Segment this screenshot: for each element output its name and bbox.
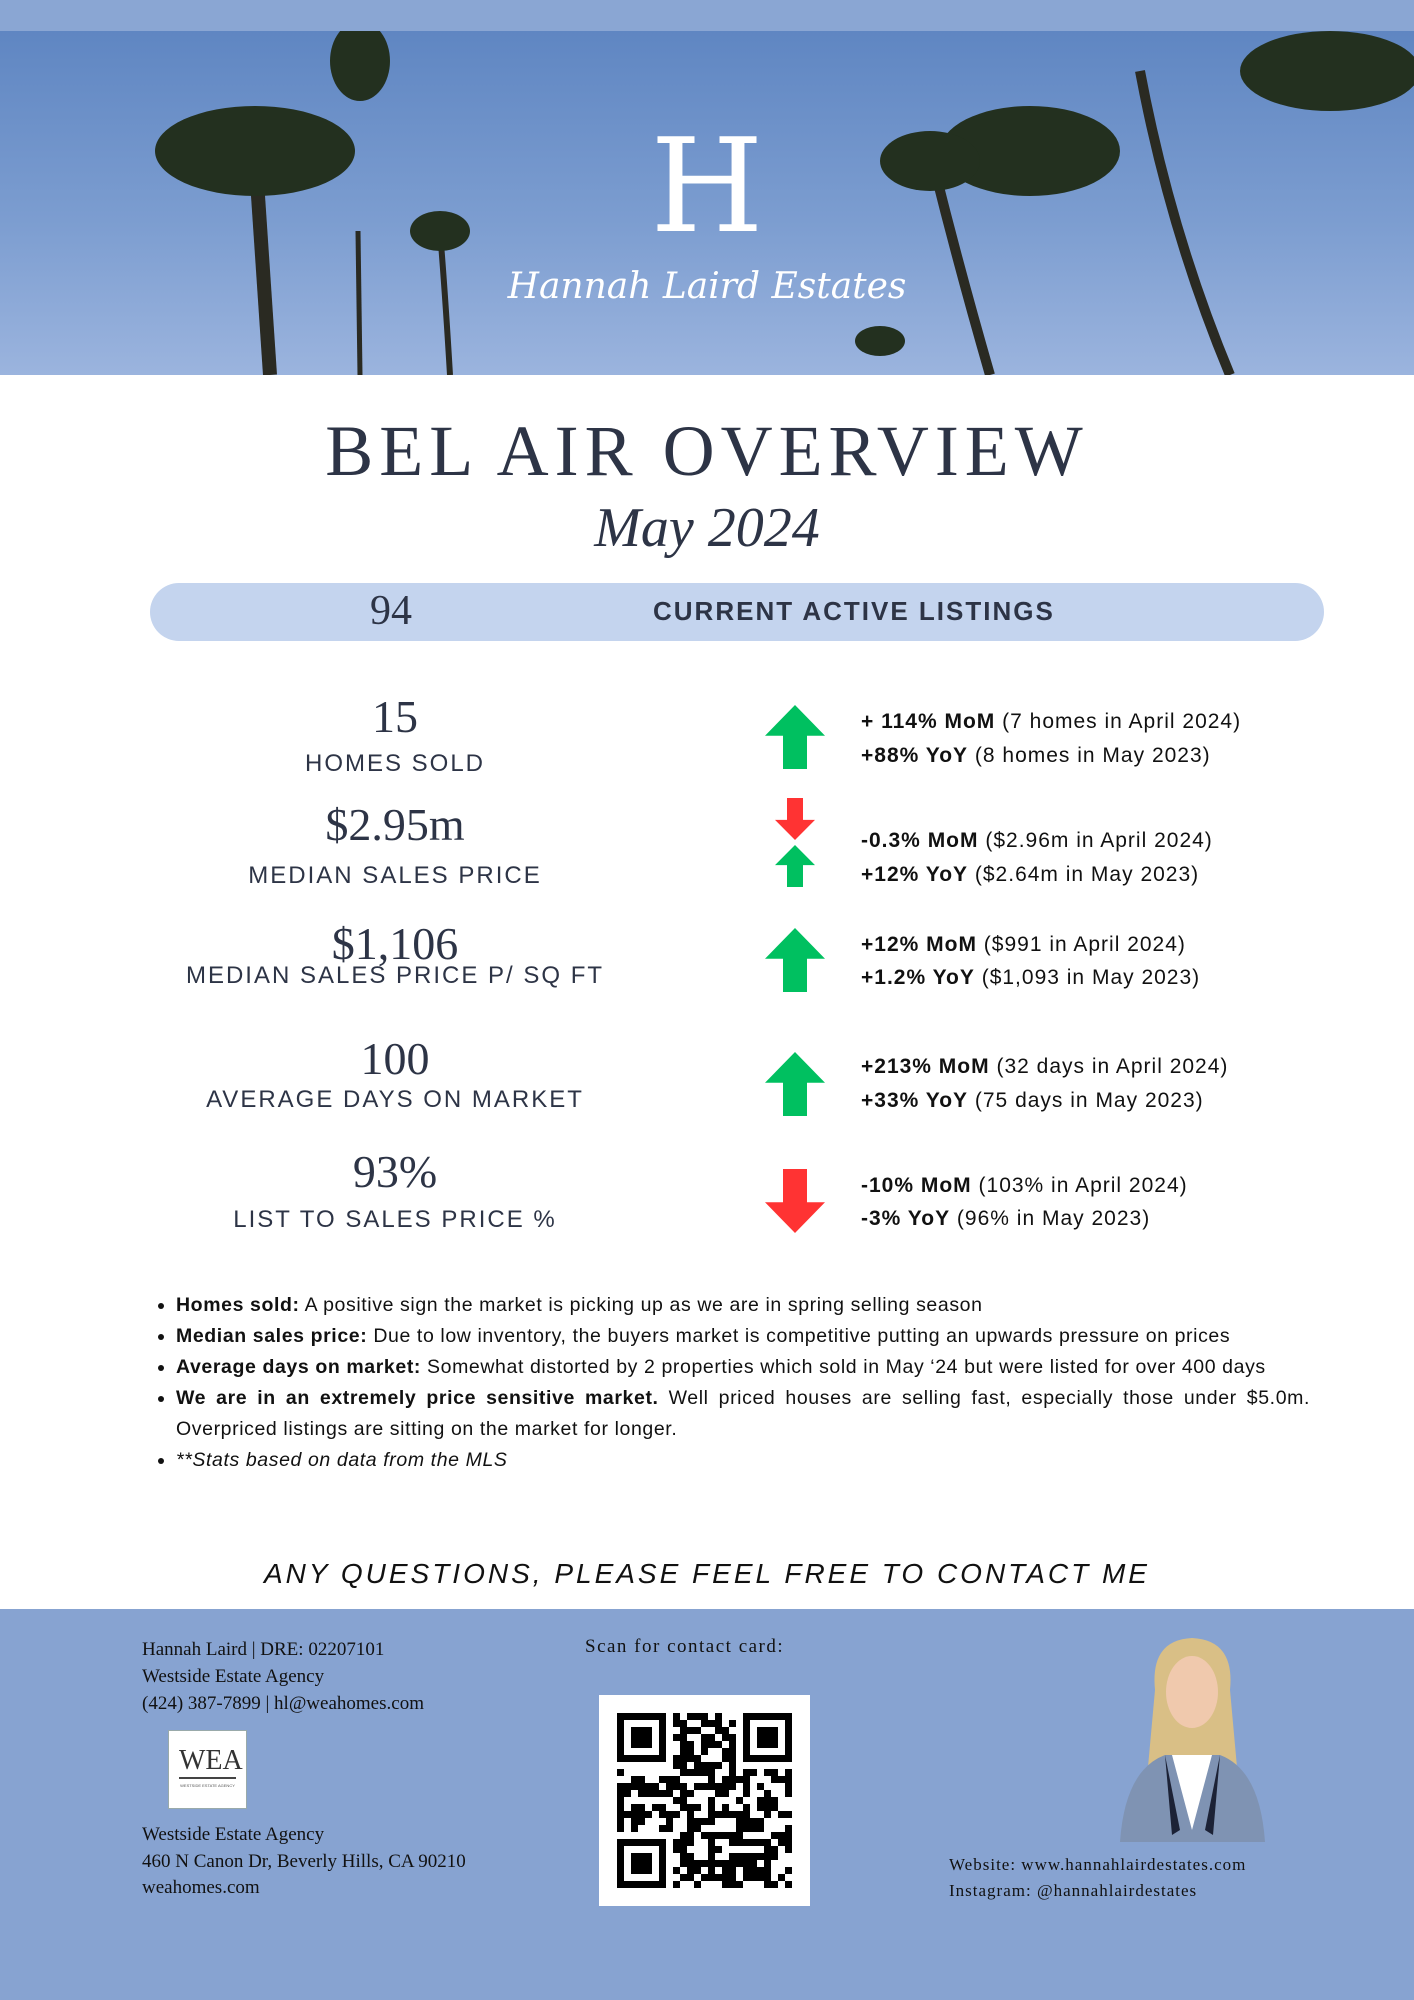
stat-yoy [861,1207,1150,1231]
stat-label: HOMES SOLD [304,750,486,777]
wea-logo [168,1730,247,1809]
stat-yoy [861,966,1200,990]
yoy-detail: (96% in May 2023) [950,1207,1151,1230]
address-agency: Westside Estate Agency [142,1824,325,1845]
agent-instagram[interactable]: Instagram: @hannahlairdestates [949,1881,1198,1900]
arrow-up-icon [765,705,825,769]
stat-value: 15 [372,691,418,742]
contact-qr-code[interactable] [599,1695,810,1906]
arrow-down-icon [765,1169,825,1233]
stat-value: 93% [352,1146,438,1197]
top-strip [0,0,1414,31]
mom-change: -0.3% MoM [861,829,979,852]
stat-mom [861,710,1241,734]
hero-banner [0,31,1414,375]
note-item [176,1352,1310,1383]
agent-agency: Westside Estate Agency [142,1666,325,1687]
yoy-change: +1.2% YoY [861,966,975,989]
agent-phone-email[interactable]: (424) 387-7899 | hl@weahomes.com [142,1693,424,1714]
stat-yoy [861,863,1199,887]
yoy-change: +88% YoY [861,744,969,767]
note-text: Somewhat distorted by 2 properties which sold in May ‘24 but were listed for over 400 days [421,1356,1266,1378]
stat-label: LIST TO SALES PRICE % [233,1206,557,1233]
report-month: May 2024 [594,497,820,559]
note-item [176,1383,1310,1445]
note-text: **Stats based on data from the MLS [176,1449,508,1471]
mom-change: +12% MoM [861,933,977,956]
active-listings-label: CURRENT ACTIVE LISTINGS [653,596,1055,626]
agent-name-dre: Hannah Laird | DRE: 02207101 [142,1639,385,1660]
yoy-detail: ($1,093 in May 2023) [974,966,1201,989]
mom-change: +213% MoM [861,1055,990,1078]
note-item [176,1321,1310,1352]
note-item [176,1445,1310,1476]
note-text: Due to low inventory, the buyers market is competitive putting an upwards pressure on prices [367,1325,1231,1347]
mom-detail: (32 days in April 2024) [989,1055,1229,1078]
stat-yoy [861,744,1211,768]
arrow-up-icon [775,845,815,887]
stat-mom [861,1174,1188,1198]
wea-logo-subtext: WESTSIDE ESTATE AGENCY [180,1783,235,1788]
agent-photo [1110,1630,1275,1842]
mom-detail: ($991 in April 2024) [976,933,1186,956]
note-heading: Homes sold: [176,1294,300,1316]
brand-logo-letter: H [650,110,764,262]
address: 460 N Canon Dr, Beverly Hills, CA 90210 [142,1851,466,1872]
brand-name: Hannah Laird Estates [507,266,907,307]
stat-label: MEDIAN SALES PRICE P/ SQ FT [185,962,605,989]
stat-value: $1,106 [331,918,459,969]
mom-detail: ($2.96m in April 2024) [978,829,1213,852]
mom-detail: (103% in April 2024) [971,1174,1188,1197]
arrow-down-icon [775,798,815,840]
wea-logo-text: WEA [179,1745,236,1779]
arrow-up-icon [765,928,825,992]
note-heading: Average days on market: [176,1356,422,1378]
notes-list [150,1290,1310,1476]
page-title: BEL AIR OVERVIEW [325,411,1089,491]
agency-website[interactable]: weahomes.com [142,1877,260,1898]
yoy-detail: (75 days in May 2023) [968,1089,1204,1112]
stat-mom [861,1055,1228,1079]
stat-mom [861,829,1213,853]
stat-label: MEDIAN SALES PRICE [248,862,542,889]
yoy-change: +12% YoY [861,863,969,886]
yoy-detail: ($2.64m in May 2023) [968,863,1200,886]
mom-change: + 114% MoM [861,710,996,733]
agent-website[interactable]: Website: www.hannahlairdestates.com [949,1855,1247,1874]
note-text: Well priced houses are selling fast, especially those under $5.0m. Overpriced listings are sitting on the market for longer. [176,1387,1310,1440]
yoy-change: -3% YoY [861,1207,951,1230]
note-heading: Median sales price: [176,1325,368,1347]
note-heading: We are in an extremely price sensitive market. [176,1387,659,1409]
yoy-detail: (8 homes in May 2023) [968,744,1211,767]
contact-cta: ANY QUESTIONS, PLEASE FEEL FREE TO CONTACT ME [264,1558,1150,1589]
stat-value: 100 [360,1033,430,1084]
mom-change: -10% MoM [861,1174,972,1197]
stat-label: AVERAGE DAYS ON MARKET [206,1086,584,1113]
stat-value: $2.95m [325,799,465,850]
arrow-up-icon [765,1052,825,1116]
scan-label: Scan for contact card: [585,1636,785,1657]
stat-yoy [861,1089,1204,1113]
yoy-change: +33% YoY [861,1089,969,1112]
stat-mom [861,933,1186,957]
mom-detail: (7 homes in April 2024) [995,710,1242,733]
note-text: A positive sign the market is picking up as we are in spring selling season [299,1294,983,1316]
active-listings-count: 94 [370,588,412,634]
note-item [176,1290,1310,1321]
